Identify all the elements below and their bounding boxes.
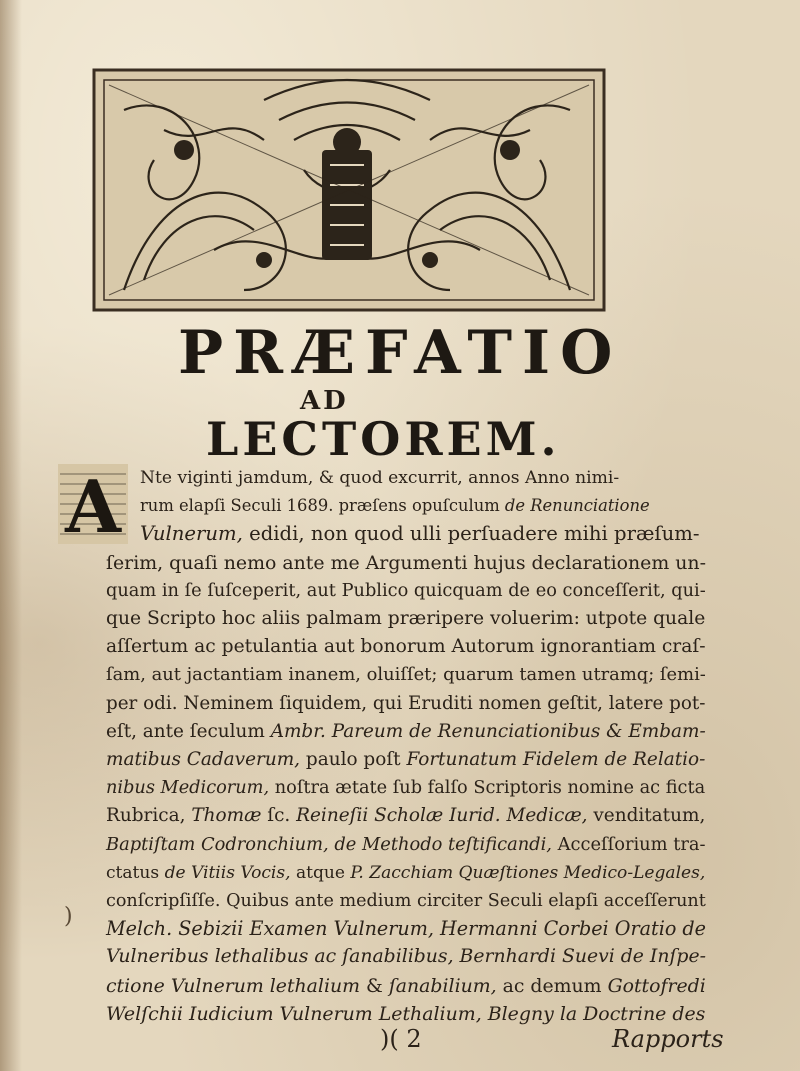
text-segment: noſtra ætate ſub falſo Scriptoris nomine ac ficta (269, 778, 706, 799)
text-line (140, 520, 700, 548)
decorated-initial (58, 464, 128, 544)
text-segment: ſam, aut jactantiam inanem, oluiſſet; quarum tamen utramq; ſemi- (106, 664, 706, 686)
text-segment: atque (290, 862, 351, 883)
text-segment: quam in ſe ſuſceperit, aut Publico quicquam de eo conceſſerit, qui- (106, 580, 706, 601)
text-segment: Vulnerum, (140, 522, 243, 546)
text-segment: conſcripſiſſe. Quibus ante medium circiter Seculi elapſi acceſſerunt (106, 891, 706, 911)
text-segment: eſt, ante ſeculum (106, 720, 271, 742)
text-segment: Reineſii Scholæ Iurid. Medicæ, (296, 805, 588, 827)
text-line (106, 1000, 705, 1028)
text-line (106, 915, 706, 943)
text-segment: Fortunatum Fidelem de Relatio- (406, 749, 706, 770)
text-segment: edidi, non quod ulli perſuadere mihi præſum- (242, 522, 700, 546)
text-segment: ctione Vulnerum lethalium (106, 974, 361, 997)
text-segment: Baptiſtam Codronchium, de Methodo teſtificandi, (106, 833, 552, 855)
text-segment: aſſertum ac petulantia aut bonorum Autorum ignorantiam craſ- (106, 636, 706, 658)
text-segment: Rubrica, (106, 805, 192, 827)
ornamental-headpiece (64, 50, 630, 320)
text-line (106, 690, 705, 718)
text-segment: rum elapſi Seculi 1689. præſens opuſculum (140, 496, 505, 516)
text-segment: Acceſſorium tra- (551, 833, 706, 855)
text-segment: & (360, 974, 389, 997)
text-line (106, 943, 706, 971)
catchword: Rapports (612, 1025, 724, 1053)
margin-bracket: ) (64, 904, 73, 929)
title-ad: AD (300, 386, 349, 416)
text-line (106, 887, 706, 915)
text-segment: Welſchii Iudicium Vulnerum Lethalium, Blegny la Doctrine des (106, 1002, 706, 1025)
text-segment: ſc. (261, 805, 297, 827)
text-segment: ctatus (106, 862, 165, 883)
page-title: PRÆFATIO (178, 318, 623, 388)
title-lectorem: LECTOREM. (206, 412, 561, 466)
text-segment: venditatum, (587, 805, 706, 827)
text-segment: de Renunciatione (504, 496, 650, 516)
text-line (106, 746, 705, 774)
text-segment: de Vitiis Vocis, (164, 862, 291, 883)
text-segment: Vulneribus lethalibus ac ſanabilibus, Bernhardi Suevi de Inſpe- (106, 946, 706, 968)
text-line (140, 492, 650, 520)
text-segment: ac demum (496, 974, 608, 997)
text-line (106, 633, 706, 661)
text-segment: Ambr. Pareum de Renunciationibus & Embam- (270, 720, 706, 742)
text-segment: per odi. Neminem ſiquidem, qui Eruditi nomen geſtit, latere pot- (106, 692, 706, 714)
text-segment: paulo poſt (300, 749, 407, 770)
text-line (140, 464, 619, 492)
text-line (106, 831, 706, 859)
text-segment: Thomæ (191, 805, 262, 827)
text-segment: Gottofredi (607, 974, 706, 997)
text-segment: Nte viginti jamdum, & quod excurrit, annos Anno nimi- (140, 468, 620, 488)
text-line (106, 774, 705, 802)
signature-mark: )( 2 (380, 1025, 422, 1053)
text-line (106, 718, 706, 746)
text-line (106, 605, 705, 633)
drop-cap-letter: A (65, 464, 121, 544)
text-segment: ſanabilium, (388, 974, 497, 997)
text-segment: matibus Cadaverum, (106, 749, 301, 770)
text-line (106, 859, 705, 887)
text-segment: ſerim, quaſi nemo ante me Argumenti hujus declarationem un- (106, 551, 706, 574)
text-line (106, 577, 706, 605)
text-line (106, 661, 706, 689)
text-line (106, 549, 706, 577)
text-segment: P. Zacchiam Quæſtiones Medico-Legales, (350, 862, 706, 883)
page-shadow-edge (0, 0, 22, 1071)
text-line (106, 972, 706, 1000)
text-segment: nibus Medicorum, (106, 778, 270, 799)
text-segment: que Scripto hoc aliis palmam præripere voluerim: utpote quale (106, 608, 706, 629)
text-segment: Melch. Sebizii Examen Vulnerum, Hermanni Corbei Oratio de (106, 917, 707, 941)
text-line (106, 802, 705, 830)
